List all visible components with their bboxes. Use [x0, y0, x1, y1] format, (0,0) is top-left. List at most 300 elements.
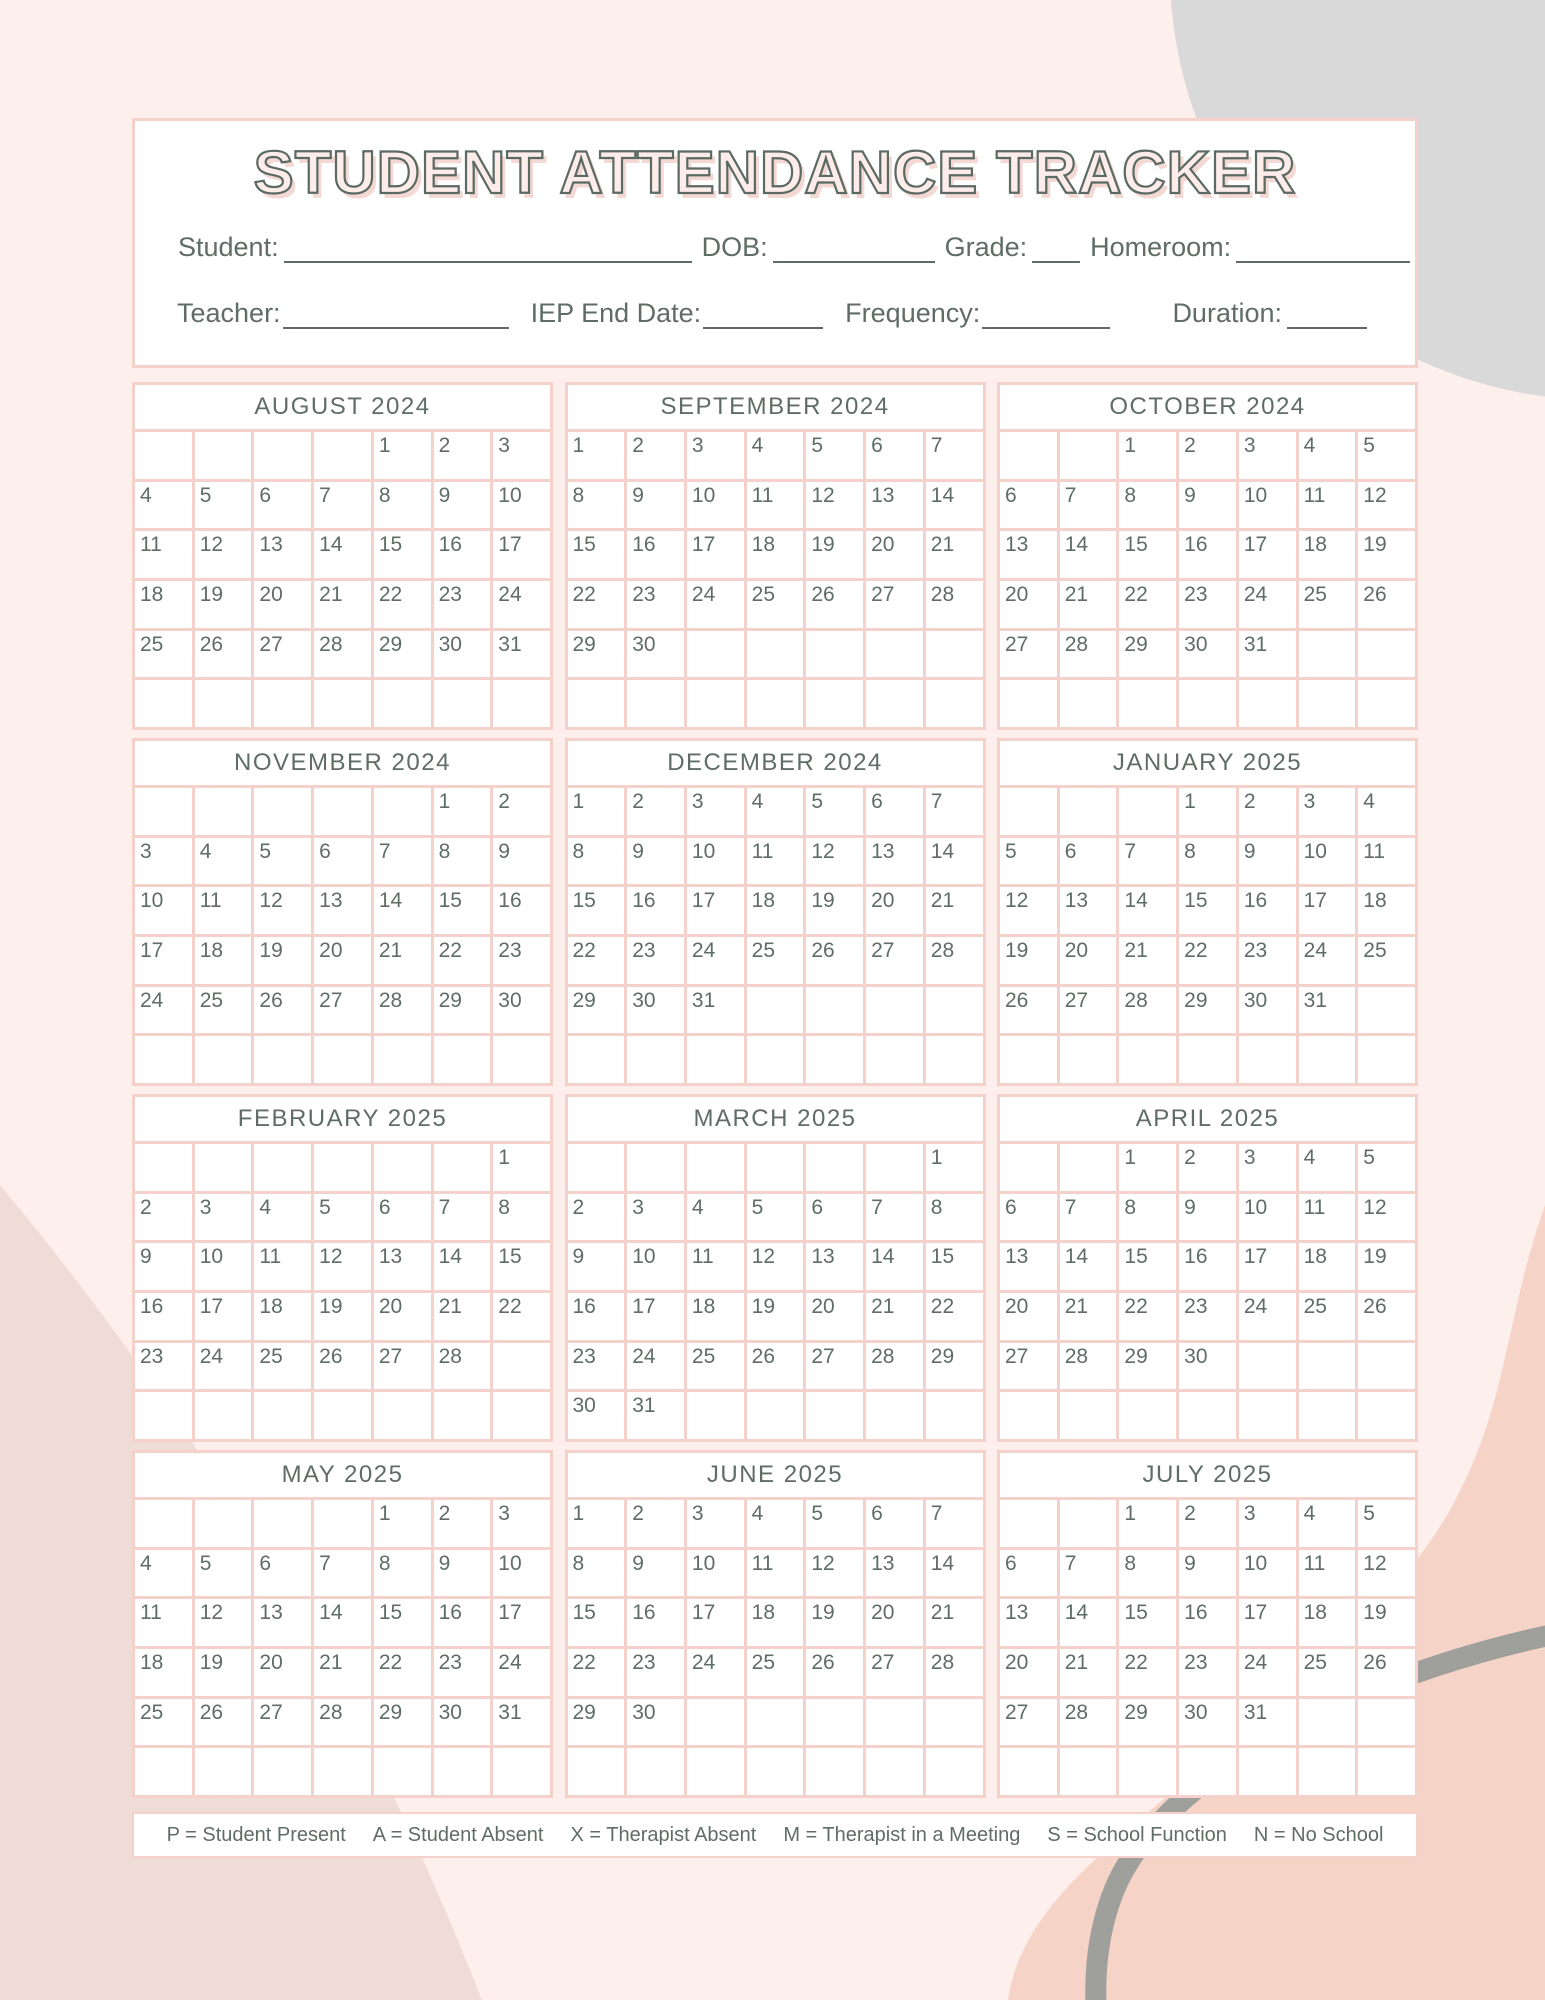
day-cell-empty[interactable]	[434, 1748, 491, 1795]
day-cell-may-2025-11[interactable]	[135, 1599, 192, 1646]
day-cell-april-2025-27[interactable]	[1000, 1343, 1057, 1390]
day-cell-july-2025-26[interactable]	[1358, 1649, 1415, 1696]
day-cell-empty[interactable]	[135, 1036, 192, 1083]
day-cell-march-2025-28[interactable]	[866, 1343, 923, 1390]
day-cell-february-2025-24[interactable]	[195, 1343, 252, 1390]
day-cell-january-2025-15[interactable]	[1179, 887, 1236, 934]
day-cell-december-2024-25[interactable]	[747, 937, 804, 984]
day-cell-may-2025-4[interactable]	[135, 1550, 192, 1597]
day-cell-empty[interactable]	[806, 1036, 863, 1083]
day-cell-empty[interactable]	[434, 1144, 491, 1191]
day-cell-april-2025-22[interactable]	[1119, 1293, 1176, 1340]
field-input-line-iep-end-date[interactable]	[703, 299, 823, 329]
day-cell-february-2025-5[interactable]	[314, 1194, 371, 1241]
day-cell-october-2024-29[interactable]	[1119, 631, 1176, 678]
day-cell-march-2025-8[interactable]	[926, 1194, 983, 1241]
day-cell-june-2025-16[interactable]	[627, 1599, 684, 1646]
day-cell-october-2024-18[interactable]	[1299, 531, 1356, 578]
day-cell-empty[interactable]	[568, 680, 625, 727]
day-cell-april-2025-17[interactable]	[1239, 1243, 1296, 1290]
day-cell-empty[interactable]	[1000, 680, 1057, 727]
day-cell-empty[interactable]	[866, 1036, 923, 1083]
day-cell-july-2025-31[interactable]	[1239, 1699, 1296, 1746]
day-cell-empty[interactable]	[493, 1748, 550, 1795]
day-cell-april-2025-12[interactable]	[1358, 1194, 1415, 1241]
day-cell-october-2024-16[interactable]	[1179, 531, 1236, 578]
day-cell-march-2025-5[interactable]	[747, 1194, 804, 1241]
day-cell-may-2025-3[interactable]	[493, 1500, 550, 1547]
day-cell-empty[interactable]	[434, 680, 491, 727]
day-cell-may-2025-7[interactable]	[314, 1550, 371, 1597]
day-cell-april-2025-18[interactable]	[1299, 1243, 1356, 1290]
day-cell-december-2024-14[interactable]	[926, 838, 983, 885]
day-cell-april-2025-30[interactable]	[1179, 1343, 1236, 1390]
day-cell-august-2024-7[interactable]	[314, 482, 371, 529]
day-cell-july-2025-28[interactable]	[1060, 1699, 1117, 1746]
day-cell-august-2024-10[interactable]	[493, 482, 550, 529]
day-cell-december-2024-20[interactable]	[866, 887, 923, 934]
day-cell-empty[interactable]	[254, 1144, 311, 1191]
day-cell-january-2025-21[interactable]	[1119, 937, 1176, 984]
day-cell-march-2025-16[interactable]	[568, 1293, 625, 1340]
day-cell-october-2024-9[interactable]	[1179, 482, 1236, 529]
day-cell-august-2024-22[interactable]	[374, 581, 431, 628]
day-cell-may-2025-15[interactable]	[374, 1599, 431, 1646]
day-cell-empty[interactable]	[1060, 680, 1117, 727]
day-cell-november-2024-10[interactable]	[135, 887, 192, 934]
day-cell-august-2024-28[interactable]	[314, 631, 371, 678]
day-cell-empty[interactable]	[1060, 1144, 1117, 1191]
day-cell-january-2025-27[interactable]	[1060, 987, 1117, 1034]
day-cell-august-2024-11[interactable]	[135, 531, 192, 578]
day-cell-empty[interactable]	[493, 1036, 550, 1083]
day-cell-october-2024-11[interactable]	[1299, 482, 1356, 529]
day-cell-empty[interactable]	[1358, 631, 1415, 678]
day-cell-empty[interactable]	[747, 1699, 804, 1746]
day-cell-november-2024-11[interactable]	[195, 887, 252, 934]
day-cell-empty[interactable]	[195, 680, 252, 727]
day-cell-october-2024-10[interactable]	[1239, 482, 1296, 529]
day-cell-june-2025-2[interactable]	[627, 1500, 684, 1547]
day-cell-empty[interactable]	[926, 631, 983, 678]
day-cell-december-2024-17[interactable]	[687, 887, 744, 934]
day-cell-january-2025-26[interactable]	[1000, 987, 1057, 1034]
day-cell-november-2024-20[interactable]	[314, 937, 371, 984]
day-cell-may-2025-16[interactable]	[434, 1599, 491, 1646]
day-cell-october-2024-24[interactable]	[1239, 581, 1296, 628]
day-cell-empty[interactable]	[195, 788, 252, 835]
day-cell-empty[interactable]	[1179, 1036, 1236, 1083]
day-cell-empty[interactable]	[314, 1748, 371, 1795]
day-cell-september-2024-27[interactable]	[866, 581, 923, 628]
day-cell-may-2025-10[interactable]	[493, 1550, 550, 1597]
day-cell-october-2024-20[interactable]	[1000, 581, 1057, 628]
day-cell-october-2024-3[interactable]	[1239, 432, 1296, 479]
day-cell-august-2024-30[interactable]	[434, 631, 491, 678]
day-cell-july-2025-1[interactable]	[1119, 1500, 1176, 1547]
day-cell-march-2025-21[interactable]	[866, 1293, 923, 1340]
day-cell-october-2024-12[interactable]	[1358, 482, 1415, 529]
day-cell-june-2025-17[interactable]	[687, 1599, 744, 1646]
day-cell-august-2024-19[interactable]	[195, 581, 252, 628]
day-cell-august-2024-27[interactable]	[254, 631, 311, 678]
day-cell-may-2025-22[interactable]	[374, 1649, 431, 1696]
day-cell-february-2025-10[interactable]	[195, 1243, 252, 1290]
day-cell-empty[interactable]	[314, 1144, 371, 1191]
day-cell-march-2025-20[interactable]	[806, 1293, 863, 1340]
day-cell-february-2025-3[interactable]	[195, 1194, 252, 1241]
day-cell-january-2025-9[interactable]	[1239, 838, 1296, 885]
day-cell-empty[interactable]	[687, 680, 744, 727]
day-cell-november-2024-26[interactable]	[254, 987, 311, 1034]
day-cell-october-2024-5[interactable]	[1358, 432, 1415, 479]
day-cell-december-2024-12[interactable]	[806, 838, 863, 885]
day-cell-december-2024-18[interactable]	[747, 887, 804, 934]
day-cell-empty[interactable]	[926, 1748, 983, 1795]
day-cell-empty[interactable]	[1299, 680, 1356, 727]
day-cell-january-2025-20[interactable]	[1060, 937, 1117, 984]
day-cell-september-2024-11[interactable]	[747, 482, 804, 529]
day-cell-january-2025-17[interactable]	[1299, 887, 1356, 934]
day-cell-empty[interactable]	[195, 1036, 252, 1083]
day-cell-may-2025-1[interactable]	[374, 1500, 431, 1547]
day-cell-november-2024-23[interactable]	[493, 937, 550, 984]
day-cell-april-2025-21[interactable]	[1060, 1293, 1117, 1340]
day-cell-november-2024-8[interactable]	[434, 838, 491, 885]
day-cell-april-2025-4[interactable]	[1299, 1144, 1356, 1191]
day-cell-empty[interactable]	[627, 1036, 684, 1083]
day-cell-empty[interactable]	[195, 1748, 252, 1795]
day-cell-empty[interactable]	[747, 1392, 804, 1439]
day-cell-empty[interactable]	[747, 1748, 804, 1795]
day-cell-empty[interactable]	[1119, 1036, 1176, 1083]
day-cell-empty[interactable]	[1000, 1392, 1057, 1439]
day-cell-july-2025-24[interactable]	[1239, 1649, 1296, 1696]
day-cell-january-2025-30[interactable]	[1239, 987, 1296, 1034]
day-cell-december-2024-21[interactable]	[926, 887, 983, 934]
day-cell-march-2025-6[interactable]	[806, 1194, 863, 1241]
day-cell-empty[interactable]	[1119, 1748, 1176, 1795]
day-cell-april-2025-2[interactable]	[1179, 1144, 1236, 1191]
field-input-line-homeroom[interactable]	[1236, 233, 1410, 263]
day-cell-february-2025-8[interactable]	[493, 1194, 550, 1241]
day-cell-july-2025-23[interactable]	[1179, 1649, 1236, 1696]
day-cell-empty[interactable]	[806, 631, 863, 678]
day-cell-empty[interactable]	[135, 1500, 192, 1547]
day-cell-empty[interactable]	[866, 1699, 923, 1746]
day-cell-empty[interactable]	[1358, 1392, 1415, 1439]
day-cell-empty[interactable]	[1299, 1343, 1356, 1390]
day-cell-april-2025-25[interactable]	[1299, 1293, 1356, 1340]
day-cell-january-2025-16[interactable]	[1239, 887, 1296, 934]
field-input-line-frequency[interactable]	[982, 299, 1110, 329]
day-cell-october-2024-31[interactable]	[1239, 631, 1296, 678]
day-cell-september-2024-26[interactable]	[806, 581, 863, 628]
day-cell-empty[interactable]	[866, 631, 923, 678]
day-cell-january-2025-1[interactable]	[1179, 788, 1236, 835]
day-cell-august-2024-14[interactable]	[314, 531, 371, 578]
day-cell-september-2024-9[interactable]	[627, 482, 684, 529]
day-cell-march-2025-19[interactable]	[747, 1293, 804, 1340]
day-cell-empty[interactable]	[135, 1748, 192, 1795]
day-cell-march-2025-2[interactable]	[568, 1194, 625, 1241]
day-cell-june-2025-15[interactable]	[568, 1599, 625, 1646]
day-cell-may-2025-30[interactable]	[434, 1699, 491, 1746]
day-cell-april-2025-15[interactable]	[1119, 1243, 1176, 1290]
day-cell-empty[interactable]	[434, 1036, 491, 1083]
day-cell-october-2024-8[interactable]	[1119, 482, 1176, 529]
day-cell-empty[interactable]	[1358, 987, 1415, 1034]
day-cell-empty[interactable]	[1239, 680, 1296, 727]
day-cell-empty[interactable]	[568, 1144, 625, 1191]
day-cell-empty[interactable]	[195, 1500, 252, 1547]
day-cell-empty[interactable]	[374, 680, 431, 727]
day-cell-december-2024-5[interactable]	[806, 788, 863, 835]
day-cell-december-2024-7[interactable]	[926, 788, 983, 835]
day-cell-empty[interactable]	[314, 680, 371, 727]
day-cell-june-2025-24[interactable]	[687, 1649, 744, 1696]
day-cell-october-2024-22[interactable]	[1119, 581, 1176, 628]
day-cell-september-2024-2[interactable]	[627, 432, 684, 479]
day-cell-february-2025-19[interactable]	[314, 1293, 371, 1340]
day-cell-june-2025-14[interactable]	[926, 1550, 983, 1597]
day-cell-october-2024-23[interactable]	[1179, 581, 1236, 628]
day-cell-july-2025-5[interactable]	[1358, 1500, 1415, 1547]
day-cell-february-2025-12[interactable]	[314, 1243, 371, 1290]
day-cell-november-2024-30[interactable]	[493, 987, 550, 1034]
day-cell-empty[interactable]	[135, 680, 192, 727]
field-input-line-dob[interactable]	[773, 233, 935, 263]
day-cell-empty[interactable]	[627, 680, 684, 727]
day-cell-september-2024-21[interactable]	[926, 531, 983, 578]
day-cell-november-2024-16[interactable]	[493, 887, 550, 934]
day-cell-empty[interactable]	[374, 1748, 431, 1795]
day-cell-july-2025-6[interactable]	[1000, 1550, 1057, 1597]
day-cell-february-2025-21[interactable]	[434, 1293, 491, 1340]
day-cell-february-2025-1[interactable]	[493, 1144, 550, 1191]
day-cell-june-2025-19[interactable]	[806, 1599, 863, 1646]
day-cell-december-2024-27[interactable]	[866, 937, 923, 984]
day-cell-june-2025-30[interactable]	[627, 1699, 684, 1746]
day-cell-empty[interactable]	[314, 1392, 371, 1439]
day-cell-april-2025-19[interactable]	[1358, 1243, 1415, 1290]
day-cell-may-2025-9[interactable]	[434, 1550, 491, 1597]
day-cell-march-2025-11[interactable]	[687, 1243, 744, 1290]
day-cell-december-2024-10[interactable]	[687, 838, 744, 885]
day-cell-april-2025-7[interactable]	[1060, 1194, 1117, 1241]
day-cell-empty[interactable]	[1358, 680, 1415, 727]
day-cell-empty[interactable]	[1119, 1392, 1176, 1439]
day-cell-september-2024-12[interactable]	[806, 482, 863, 529]
day-cell-empty[interactable]	[1239, 1748, 1296, 1795]
day-cell-april-2025-9[interactable]	[1179, 1194, 1236, 1241]
day-cell-august-2024-21[interactable]	[314, 581, 371, 628]
day-cell-december-2024-30[interactable]	[627, 987, 684, 1034]
day-cell-february-2025-15[interactable]	[493, 1243, 550, 1290]
day-cell-february-2025-7[interactable]	[434, 1194, 491, 1241]
day-cell-november-2024-24[interactable]	[135, 987, 192, 1034]
day-cell-december-2024-23[interactable]	[627, 937, 684, 984]
day-cell-empty[interactable]	[314, 788, 371, 835]
day-cell-january-2025-12[interactable]	[1000, 887, 1057, 934]
day-cell-empty[interactable]	[195, 432, 252, 479]
day-cell-october-2024-19[interactable]	[1358, 531, 1415, 578]
day-cell-february-2025-20[interactable]	[374, 1293, 431, 1340]
day-cell-may-2025-14[interactable]	[314, 1599, 371, 1646]
day-cell-empty[interactable]	[1299, 1748, 1356, 1795]
day-cell-december-2024-9[interactable]	[627, 838, 684, 885]
day-cell-empty[interactable]	[1060, 432, 1117, 479]
day-cell-may-2025-8[interactable]	[374, 1550, 431, 1597]
day-cell-december-2024-15[interactable]	[568, 887, 625, 934]
day-cell-october-2024-2[interactable]	[1179, 432, 1236, 479]
day-cell-april-2025-3[interactable]	[1239, 1144, 1296, 1191]
day-cell-empty[interactable]	[568, 1748, 625, 1795]
day-cell-empty[interactable]	[747, 1144, 804, 1191]
day-cell-empty[interactable]	[866, 1144, 923, 1191]
day-cell-march-2025-29[interactable]	[926, 1343, 983, 1390]
day-cell-september-2024-6[interactable]	[866, 432, 923, 479]
day-cell-may-2025-18[interactable]	[135, 1649, 192, 1696]
day-cell-february-2025-4[interactable]	[254, 1194, 311, 1241]
day-cell-february-2025-14[interactable]	[434, 1243, 491, 1290]
day-cell-empty[interactable]	[806, 1699, 863, 1746]
day-cell-empty[interactable]	[1179, 680, 1236, 727]
day-cell-august-2024-18[interactable]	[135, 581, 192, 628]
day-cell-empty[interactable]	[254, 1500, 311, 1547]
day-cell-empty[interactable]	[747, 631, 804, 678]
day-cell-january-2025-5[interactable]	[1000, 838, 1057, 885]
day-cell-october-2024-28[interactable]	[1060, 631, 1117, 678]
day-cell-february-2025-22[interactable]	[493, 1293, 550, 1340]
day-cell-june-2025-6[interactable]	[866, 1500, 923, 1547]
day-cell-november-2024-12[interactable]	[254, 887, 311, 934]
day-cell-november-2024-27[interactable]	[314, 987, 371, 1034]
day-cell-january-2025-2[interactable]	[1239, 788, 1296, 835]
day-cell-april-2025-8[interactable]	[1119, 1194, 1176, 1241]
day-cell-january-2025-6[interactable]	[1060, 838, 1117, 885]
day-cell-march-2025-24[interactable]	[627, 1343, 684, 1390]
day-cell-empty[interactable]	[866, 987, 923, 1034]
day-cell-december-2024-8[interactable]	[568, 838, 625, 885]
day-cell-empty[interactable]	[493, 680, 550, 727]
day-cell-september-2024-29[interactable]	[568, 631, 625, 678]
day-cell-february-2025-6[interactable]	[374, 1194, 431, 1241]
day-cell-april-2025-6[interactable]	[1000, 1194, 1057, 1241]
day-cell-empty[interactable]	[374, 788, 431, 835]
day-cell-february-2025-16[interactable]	[135, 1293, 192, 1340]
day-cell-empty[interactable]	[627, 1144, 684, 1191]
day-cell-june-2025-12[interactable]	[806, 1550, 863, 1597]
day-cell-december-2024-16[interactable]	[627, 887, 684, 934]
day-cell-april-2025-16[interactable]	[1179, 1243, 1236, 1290]
day-cell-march-2025-13[interactable]	[806, 1243, 863, 1290]
day-cell-september-2024-17[interactable]	[687, 531, 744, 578]
day-cell-january-2025-10[interactable]	[1299, 838, 1356, 885]
day-cell-empty[interactable]	[687, 1144, 744, 1191]
day-cell-december-2024-6[interactable]	[866, 788, 923, 835]
day-cell-may-2025-20[interactable]	[254, 1649, 311, 1696]
day-cell-august-2024-5[interactable]	[195, 482, 252, 529]
day-cell-july-2025-4[interactable]	[1299, 1500, 1356, 1547]
day-cell-june-2025-21[interactable]	[926, 1599, 983, 1646]
day-cell-november-2024-1[interactable]	[434, 788, 491, 835]
day-cell-july-2025-3[interactable]	[1239, 1500, 1296, 1547]
day-cell-october-2024-6[interactable]	[1000, 482, 1057, 529]
day-cell-may-2025-27[interactable]	[254, 1699, 311, 1746]
day-cell-june-2025-13[interactable]	[866, 1550, 923, 1597]
day-cell-february-2025-28[interactable]	[434, 1343, 491, 1390]
day-cell-march-2025-23[interactable]	[568, 1343, 625, 1390]
day-cell-november-2024-25[interactable]	[195, 987, 252, 1034]
day-cell-november-2024-2[interactable]	[493, 788, 550, 835]
day-cell-february-2025-27[interactable]	[374, 1343, 431, 1390]
day-cell-empty[interactable]	[1358, 1748, 1415, 1795]
day-cell-november-2024-9[interactable]	[493, 838, 550, 885]
day-cell-empty[interactable]	[254, 432, 311, 479]
day-cell-september-2024-22[interactable]	[568, 581, 625, 628]
day-cell-may-2025-19[interactable]	[195, 1649, 252, 1696]
day-cell-september-2024-30[interactable]	[627, 631, 684, 678]
day-cell-june-2025-29[interactable]	[568, 1699, 625, 1746]
day-cell-empty[interactable]	[747, 1036, 804, 1083]
day-cell-january-2025-8[interactable]	[1179, 838, 1236, 885]
day-cell-january-2025-13[interactable]	[1060, 887, 1117, 934]
day-cell-empty[interactable]	[806, 987, 863, 1034]
day-cell-january-2025-28[interactable]	[1119, 987, 1176, 1034]
day-cell-september-2024-8[interactable]	[568, 482, 625, 529]
day-cell-october-2024-14[interactable]	[1060, 531, 1117, 578]
day-cell-empty[interactable]	[1000, 432, 1057, 479]
day-cell-august-2024-26[interactable]	[195, 631, 252, 678]
day-cell-august-2024-16[interactable]	[434, 531, 491, 578]
day-cell-empty[interactable]	[1119, 680, 1176, 727]
day-cell-empty[interactable]	[1000, 1036, 1057, 1083]
day-cell-march-2025-14[interactable]	[866, 1243, 923, 1290]
day-cell-may-2025-2[interactable]	[434, 1500, 491, 1547]
day-cell-february-2025-11[interactable]	[254, 1243, 311, 1290]
day-cell-october-2024-30[interactable]	[1179, 631, 1236, 678]
day-cell-august-2024-2[interactable]	[434, 432, 491, 479]
field-input-line-teacher[interactable]	[283, 299, 509, 329]
day-cell-december-2024-19[interactable]	[806, 887, 863, 934]
day-cell-september-2024-4[interactable]	[747, 432, 804, 479]
field-input-line-grade[interactable]	[1032, 233, 1080, 263]
day-cell-april-2025-5[interactable]	[1358, 1144, 1415, 1191]
day-cell-june-2025-18[interactable]	[747, 1599, 804, 1646]
day-cell-empty[interactable]	[135, 788, 192, 835]
day-cell-empty[interactable]	[1179, 1392, 1236, 1439]
day-cell-february-2025-25[interactable]	[254, 1343, 311, 1390]
day-cell-april-2025-11[interactable]	[1299, 1194, 1356, 1241]
day-cell-empty[interactable]	[1179, 1748, 1236, 1795]
day-cell-december-2024-11[interactable]	[747, 838, 804, 885]
day-cell-january-2025-11[interactable]	[1358, 838, 1415, 885]
day-cell-september-2024-3[interactable]	[687, 432, 744, 479]
day-cell-empty[interactable]	[1000, 1748, 1057, 1795]
day-cell-august-2024-9[interactable]	[434, 482, 491, 529]
day-cell-july-2025-19[interactable]	[1358, 1599, 1415, 1646]
day-cell-empty[interactable]	[195, 1144, 252, 1191]
day-cell-august-2024-25[interactable]	[135, 631, 192, 678]
day-cell-august-2024-29[interactable]	[374, 631, 431, 678]
day-cell-empty[interactable]	[1239, 1392, 1296, 1439]
day-cell-empty[interactable]	[866, 680, 923, 727]
day-cell-september-2024-16[interactable]	[627, 531, 684, 578]
day-cell-november-2024-15[interactable]	[434, 887, 491, 934]
day-cell-empty[interactable]	[627, 1748, 684, 1795]
day-cell-august-2024-17[interactable]	[493, 531, 550, 578]
